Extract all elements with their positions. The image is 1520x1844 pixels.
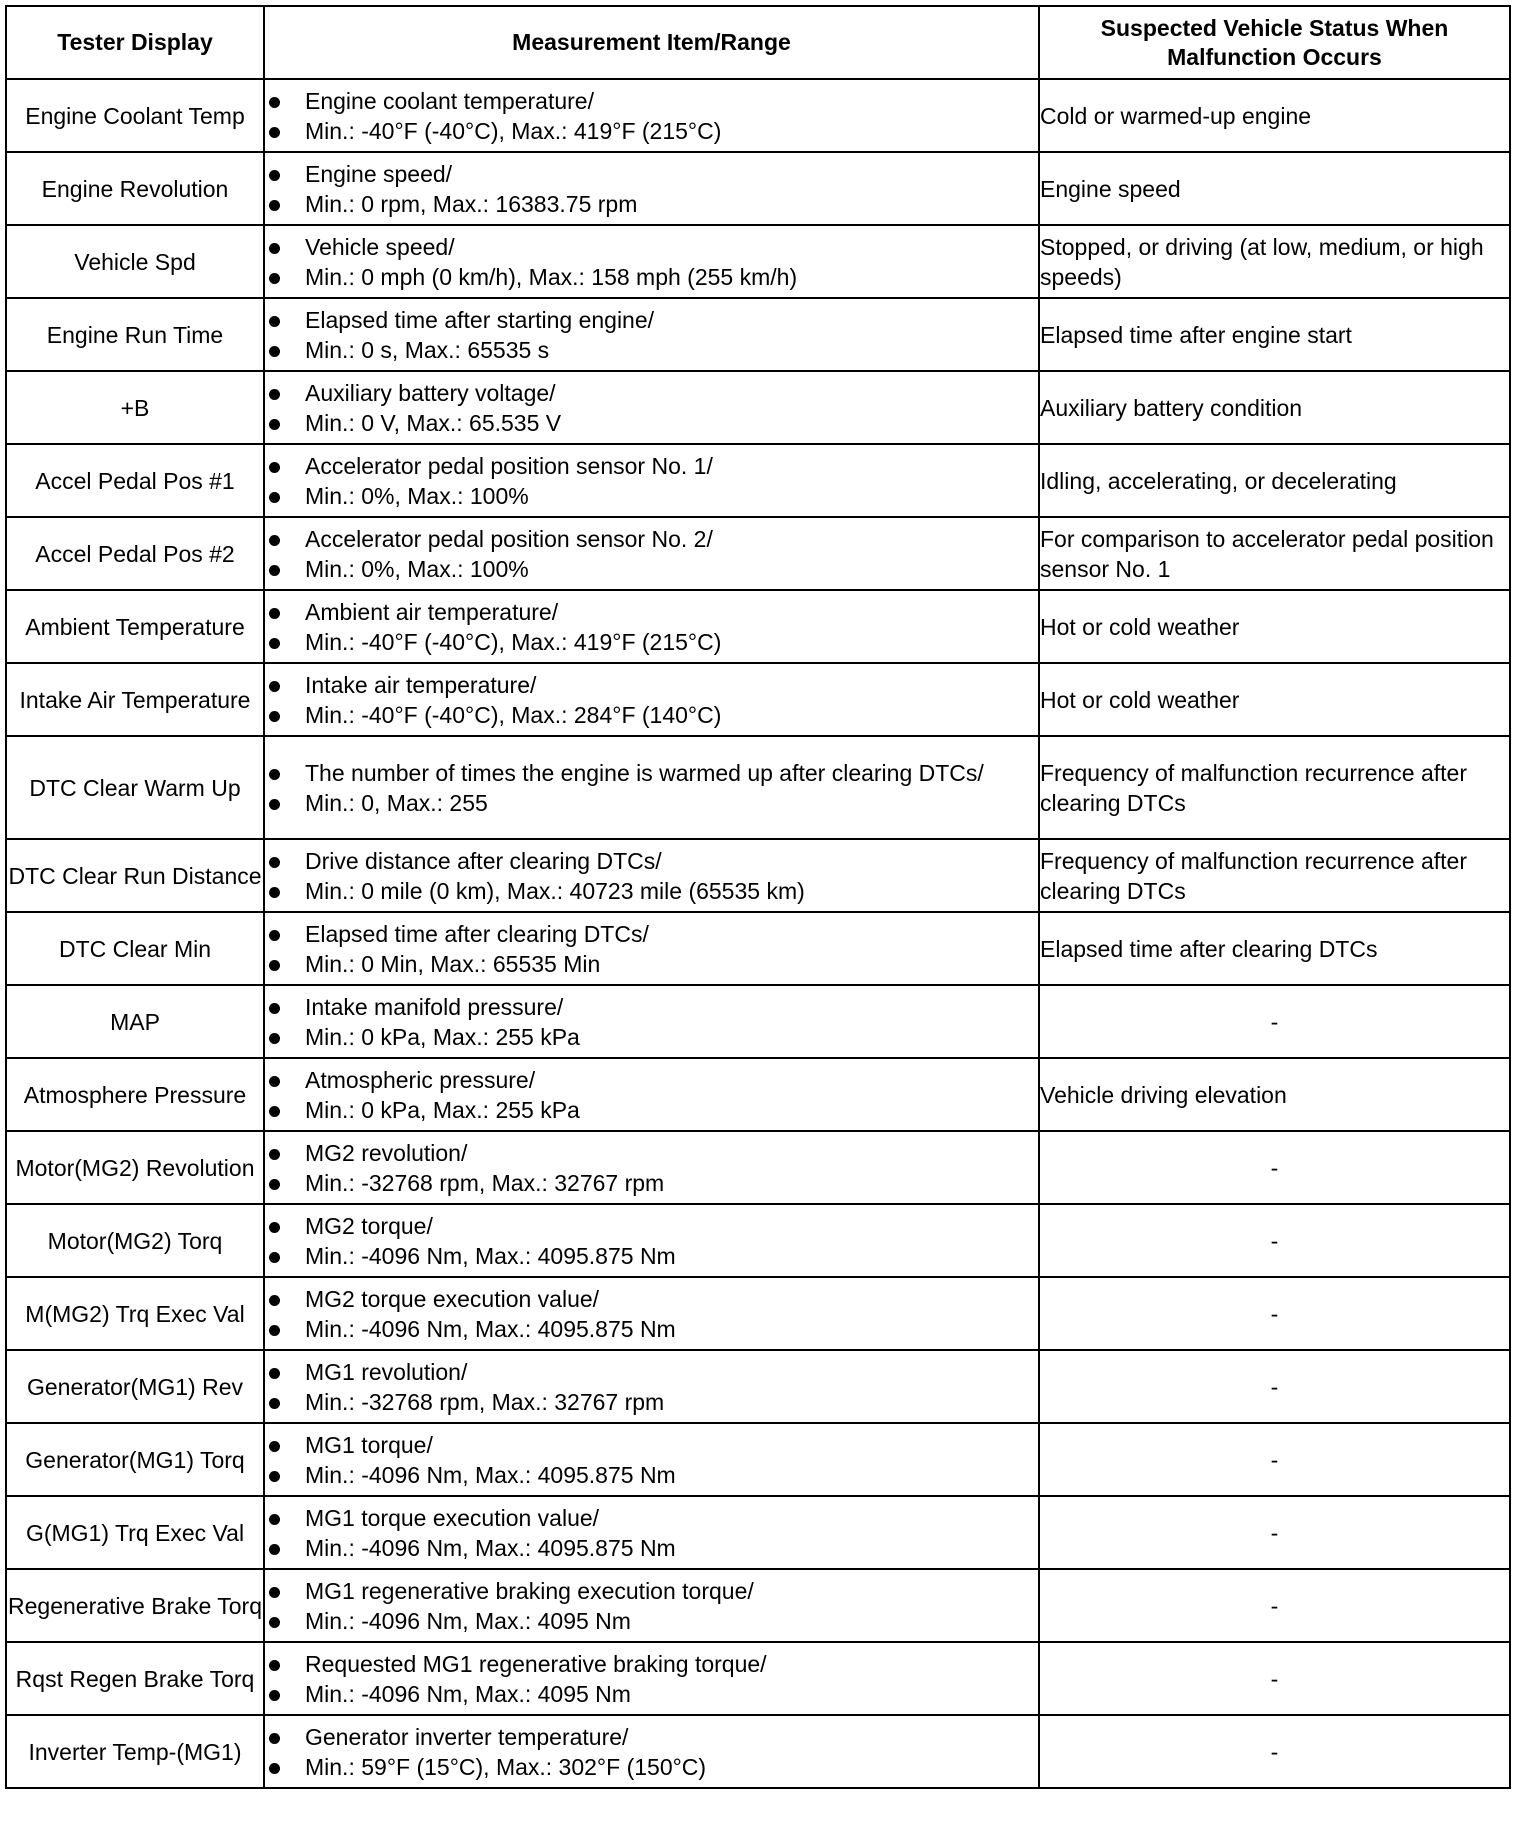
vehicle-status-cell: - bbox=[1039, 1423, 1510, 1496]
tester-display-cell: Ambient Temperature bbox=[6, 590, 264, 663]
measurement-item: Generator inverter temperature/ bbox=[265, 1722, 1038, 1752]
tester-display-cell: Generator(MG1) Torq bbox=[6, 1423, 264, 1496]
measurement-range: Min.: -40°F (-40°C), Max.: 419°F (215°C) bbox=[265, 627, 1038, 657]
measurement-list bbox=[265, 1284, 1038, 1344]
table-row bbox=[6, 225, 1510, 298]
measurement-cell bbox=[264, 985, 1039, 1058]
measurement-cell bbox=[264, 912, 1039, 985]
measurement-item: MG2 torque/ bbox=[265, 1211, 1038, 1241]
measurement-range: Min.: -4096 Nm, Max.: 4095.875 Nm bbox=[265, 1314, 1038, 1344]
vehicle-status-cell: Hot or cold weather bbox=[1039, 590, 1510, 663]
measurement-range: Min.: 0%, Max.: 100% bbox=[265, 554, 1038, 584]
tester-display-cell: Engine Revolution bbox=[6, 152, 264, 225]
measurement-list bbox=[265, 1649, 1038, 1709]
table-row bbox=[6, 1496, 1510, 1569]
measurement-item: MG2 revolution/ bbox=[265, 1138, 1038, 1168]
table-row bbox=[6, 590, 1510, 663]
table-row bbox=[6, 663, 1510, 736]
measurement-range: Min.: 0 rpm, Max.: 16383.75 rpm bbox=[265, 189, 1038, 219]
measurement-cell bbox=[264, 1423, 1039, 1496]
measurement-range: Min.: -4096 Nm, Max.: 4095.875 Nm bbox=[265, 1241, 1038, 1271]
vehicle-status-cell: - bbox=[1039, 1350, 1510, 1423]
measurement-item: MG2 torque execution value/ bbox=[265, 1284, 1038, 1314]
vehicle-status-cell: Elapsed time after clearing DTCs bbox=[1039, 912, 1510, 985]
measurement-item: MG1 regenerative braking execution torque/ bbox=[265, 1576, 1038, 1606]
table-row bbox=[6, 985, 1510, 1058]
vehicle-status-cell: Elapsed time after engine start bbox=[1039, 298, 1510, 371]
measurement-cell bbox=[264, 1569, 1039, 1642]
vehicle-status-cell: - bbox=[1039, 1569, 1510, 1642]
measurement-range: Min.: 59°F (15°C), Max.: 302°F (150°C) bbox=[265, 1752, 1038, 1782]
measurement-list bbox=[265, 159, 1038, 219]
measurement-item: Intake air temperature/ bbox=[265, 670, 1038, 700]
page-content bbox=[5, 5, 1511, 1789]
measurement-range: Min.: 0, Max.: 255 bbox=[265, 788, 1038, 818]
measurement-cell bbox=[264, 1715, 1039, 1788]
tester-display-cell: Atmosphere Pressure bbox=[6, 1058, 264, 1131]
table-row bbox=[6, 517, 1510, 590]
table-row bbox=[6, 1642, 1510, 1715]
header-measurement: Measurement Item/Range bbox=[264, 6, 1039, 79]
measurement-cell bbox=[264, 371, 1039, 444]
vehicle-status-cell: For comparison to accelerator pedal position sensor No. 1 bbox=[1039, 517, 1510, 590]
measurement-cell bbox=[264, 1642, 1039, 1715]
table-row bbox=[6, 839, 1510, 912]
vehicle-status-cell: - bbox=[1039, 1277, 1510, 1350]
measurement-list bbox=[265, 1576, 1038, 1636]
vehicle-status-cell: Cold or warmed-up engine bbox=[1039, 79, 1510, 152]
measurement-list bbox=[265, 1503, 1038, 1563]
tester-display-cell: Generator(MG1) Rev bbox=[6, 1350, 264, 1423]
measurement-range: Min.: 0 kPa, Max.: 255 kPa bbox=[265, 1095, 1038, 1125]
measurement-range: Min.: 0 mph (0 km/h), Max.: 158 mph (255 km/h) bbox=[265, 262, 1038, 292]
vehicle-status-cell: Frequency of malfunction recurrence after clearing DTCs bbox=[1039, 839, 1510, 912]
tester-display-cell: DTC Clear Run Distance bbox=[6, 839, 264, 912]
vehicle-status-cell: - bbox=[1039, 1496, 1510, 1569]
tester-display-cell: Engine Run Time bbox=[6, 298, 264, 371]
measurement-list bbox=[265, 992, 1038, 1052]
measurement-range: Min.: 0 Min, Max.: 65535 Min bbox=[265, 949, 1038, 979]
tester-display-cell: Intake Air Temperature bbox=[6, 663, 264, 736]
measurement-item: Atmospheric pressure/ bbox=[265, 1065, 1038, 1095]
measurement-item: Auxiliary battery voltage/ bbox=[265, 378, 1038, 408]
measurement-cell bbox=[264, 839, 1039, 912]
tester-display-cell: Motor(MG2) Torq bbox=[6, 1204, 264, 1277]
measurement-range: Min.: -4096 Nm, Max.: 4095.875 Nm bbox=[265, 1460, 1038, 1490]
table-row bbox=[6, 1131, 1510, 1204]
measurement-item: Accelerator pedal position sensor No. 1/ bbox=[265, 451, 1038, 481]
measurement-list bbox=[265, 1722, 1038, 1782]
measurement-range: Min.: -32768 rpm, Max.: 32767 rpm bbox=[265, 1168, 1038, 1198]
tester-display-cell: M(MG2) Trq Exec Val bbox=[6, 1277, 264, 1350]
table-row bbox=[6, 1715, 1510, 1788]
vehicle-status-cell: Frequency of malfunction recurrence after clearing DTCs bbox=[1039, 736, 1510, 839]
measurement-range: Min.: -32768 rpm, Max.: 32767 rpm bbox=[265, 1387, 1038, 1417]
tester-display-cell: MAP bbox=[6, 985, 264, 1058]
header-status: Suspected Vehicle Status When Malfunction Occurs bbox=[1039, 6, 1510, 79]
table-row bbox=[6, 1277, 1510, 1350]
measurement-cell bbox=[264, 590, 1039, 663]
measurement-range: Min.: -40°F (-40°C), Max.: 419°F (215°C) bbox=[265, 116, 1038, 146]
tester-display-cell: +B bbox=[6, 371, 264, 444]
table-row bbox=[6, 736, 1510, 839]
measurement-cell bbox=[264, 1058, 1039, 1131]
measurement-item: Drive distance after clearing DTCs/ bbox=[265, 846, 1038, 876]
measurement-item: Vehicle speed/ bbox=[265, 232, 1038, 262]
measurement-list bbox=[265, 1138, 1038, 1198]
table-row bbox=[6, 298, 1510, 371]
measurement-list bbox=[265, 1357, 1038, 1417]
measurement-list bbox=[265, 524, 1038, 584]
measurement-list bbox=[265, 1211, 1038, 1271]
table-row bbox=[6, 1058, 1510, 1131]
vehicle-status-cell: Auxiliary battery condition bbox=[1039, 371, 1510, 444]
measurement-cell bbox=[264, 663, 1039, 736]
table-row bbox=[6, 152, 1510, 225]
table-row bbox=[6, 1204, 1510, 1277]
data-list-table bbox=[5, 5, 1511, 1789]
measurement-cell bbox=[264, 736, 1039, 839]
measurement-item: Engine speed/ bbox=[265, 159, 1038, 189]
measurement-list bbox=[265, 670, 1038, 730]
measurement-list bbox=[265, 378, 1038, 438]
vehicle-status-cell: Engine speed bbox=[1039, 152, 1510, 225]
table-row bbox=[6, 371, 1510, 444]
vehicle-status-cell: Stopped, or driving (at low, medium, or high speeds) bbox=[1039, 225, 1510, 298]
measurement-list bbox=[265, 1065, 1038, 1125]
tester-display-cell: Regenerative Brake Torq bbox=[6, 1569, 264, 1642]
measurement-item: Elapsed time after starting engine/ bbox=[265, 305, 1038, 335]
measurement-cell bbox=[264, 225, 1039, 298]
measurement-item: Ambient air temperature/ bbox=[265, 597, 1038, 627]
table-row bbox=[6, 1350, 1510, 1423]
measurement-cell bbox=[264, 1277, 1039, 1350]
measurement-range: Min.: 0 kPa, Max.: 255 kPa bbox=[265, 1022, 1038, 1052]
measurement-list bbox=[265, 919, 1038, 979]
measurement-range: Min.: -4096 Nm, Max.: 4095 Nm bbox=[265, 1606, 1038, 1636]
header-tester-display: Tester Display bbox=[6, 6, 264, 79]
vehicle-status-cell: - bbox=[1039, 1204, 1510, 1277]
measurement-cell bbox=[264, 444, 1039, 517]
vehicle-status-cell: - bbox=[1039, 1131, 1510, 1204]
measurement-cell bbox=[264, 298, 1039, 371]
tester-display-cell: G(MG1) Trq Exec Val bbox=[6, 1496, 264, 1569]
measurement-list bbox=[265, 305, 1038, 365]
measurement-item: Intake manifold pressure/ bbox=[265, 992, 1038, 1022]
tester-display-cell: Motor(MG2) Revolution bbox=[6, 1131, 264, 1204]
measurement-range: Min.: 0 V, Max.: 65.535 V bbox=[265, 408, 1038, 438]
measurement-item: The number of times the engine is warmed up after clearing DTCs/ bbox=[265, 758, 1038, 788]
measurement-cell bbox=[264, 1131, 1039, 1204]
measurement-item: Engine coolant temperature/ bbox=[265, 86, 1038, 116]
measurement-range: Min.: 0%, Max.: 100% bbox=[265, 481, 1038, 511]
measurement-list bbox=[265, 451, 1038, 511]
vehicle-status-cell: - bbox=[1039, 1715, 1510, 1788]
measurement-list bbox=[265, 86, 1038, 146]
measurement-list bbox=[265, 1430, 1038, 1490]
table-row bbox=[6, 1569, 1510, 1642]
measurement-range: Min.: 0 s, Max.: 65535 s bbox=[265, 335, 1038, 365]
tester-display-cell: Rqst Regen Brake Torq bbox=[6, 1642, 264, 1715]
measurement-range: Min.: 0 mile (0 km), Max.: 40723 mile (65535 km) bbox=[265, 876, 1038, 906]
measurement-list bbox=[265, 232, 1038, 292]
measurement-cell bbox=[264, 152, 1039, 225]
vehicle-status-cell: Idling, accelerating, or decelerating bbox=[1039, 444, 1510, 517]
tester-display-cell: Inverter Temp-(MG1) bbox=[6, 1715, 264, 1788]
table-row bbox=[6, 79, 1510, 152]
table-row bbox=[6, 1423, 1510, 1496]
tester-display-cell: DTC Clear Min bbox=[6, 912, 264, 985]
measurement-item: Elapsed time after clearing DTCs/ bbox=[265, 919, 1038, 949]
measurement-cell bbox=[264, 517, 1039, 590]
measurement-item: MG1 revolution/ bbox=[265, 1357, 1038, 1387]
tester-display-cell: Accel Pedal Pos #1 bbox=[6, 444, 264, 517]
measurement-item: MG1 torque execution value/ bbox=[265, 1503, 1038, 1533]
table-row bbox=[6, 444, 1510, 517]
vehicle-status-cell: Hot or cold weather bbox=[1039, 663, 1510, 736]
tester-display-cell: Vehicle Spd bbox=[6, 225, 264, 298]
table-body bbox=[6, 79, 1510, 1788]
measurement-item: MG1 torque/ bbox=[265, 1430, 1038, 1460]
measurement-cell bbox=[264, 79, 1039, 152]
tester-display-cell: Engine Coolant Temp bbox=[6, 79, 264, 152]
measurement-cell bbox=[264, 1350, 1039, 1423]
measurement-list bbox=[265, 597, 1038, 657]
table-row bbox=[6, 912, 1510, 985]
measurement-item: Accelerator pedal position sensor No. 2/ bbox=[265, 524, 1038, 554]
measurement-item: Requested MG1 regenerative braking torque/ bbox=[265, 1649, 1038, 1679]
tester-display-cell: DTC Clear Warm Up bbox=[6, 736, 264, 839]
measurement-cell bbox=[264, 1496, 1039, 1569]
vehicle-status-cell: - bbox=[1039, 985, 1510, 1058]
measurement-range: Min.: -4096 Nm, Max.: 4095 Nm bbox=[265, 1679, 1038, 1709]
measurement-list bbox=[265, 758, 1038, 818]
measurement-range: Min.: -4096 Nm, Max.: 4095.875 Nm bbox=[265, 1533, 1038, 1563]
tester-display-cell: Accel Pedal Pos #2 bbox=[6, 517, 264, 590]
vehicle-status-cell: - bbox=[1039, 1642, 1510, 1715]
measurement-range: Min.: -40°F (-40°C), Max.: 284°F (140°C) bbox=[265, 700, 1038, 730]
measurement-cell bbox=[264, 1204, 1039, 1277]
vehicle-status-cell: Vehicle driving elevation bbox=[1039, 1058, 1510, 1131]
measurement-list bbox=[265, 846, 1038, 906]
table-header-row bbox=[6, 6, 1510, 79]
